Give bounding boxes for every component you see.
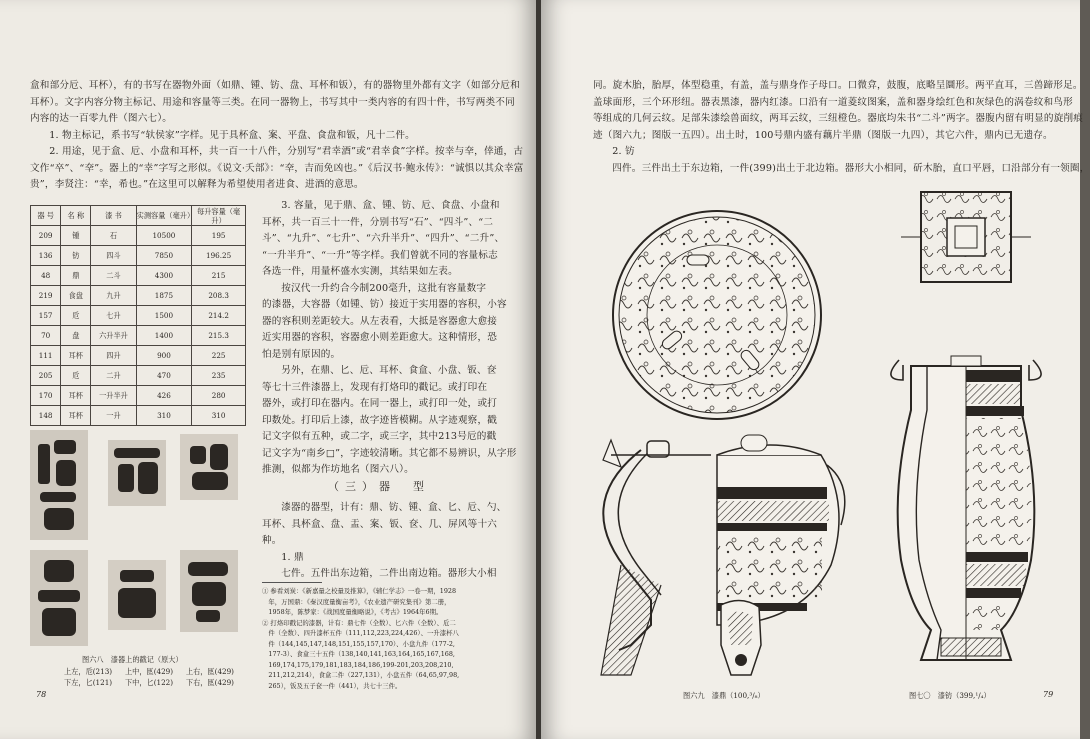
seal-rubbing (108, 560, 166, 630)
table-row (31, 346, 246, 366)
table-row (31, 246, 246, 266)
paragraph: 各选一件，用量杯盛水实测，其结果如左表。 (262, 266, 458, 277)
left-page (0, 0, 536, 739)
table-row (31, 286, 246, 306)
table-cell: 310 (192, 406, 246, 426)
footnote-line: 211,212,214），食盒二件（227,131），小盘五件（64,65,97,98, (262, 671, 460, 679)
paragraph: 同。旋木胎，胎厚，体型稳重，有盖，盖与鼎身作子母口。口微弇，鼓腹，底略呈圜形。两平直耳，三兽蹄形足。 (593, 80, 1083, 91)
paragraph: 的漆器，大容器（如锺、钫）接近于实用器的容积，小容 (262, 299, 507, 310)
paragraph: 近实用器的容积，容器愈小则差距愈大。这种情形，恐 (262, 332, 498, 343)
seal-rubbing (180, 434, 238, 500)
footnotes (262, 586, 462, 691)
footnote-line: 265），钣及五子奁一件（441），共七十三件。 (262, 681, 402, 690)
section-heading: （三）器 型 (328, 480, 430, 493)
table-cell: 280 (192, 386, 246, 406)
paragraph: 印数处。打印后上漆，故字迹皆模糊。从字迹观察，戳 (262, 414, 498, 426)
column-header: 实测容量（毫升） (136, 206, 192, 226)
right-page (541, 0, 1090, 739)
table-cell: 一升 (91, 406, 136, 426)
table-cell: 900 (136, 346, 192, 366)
paragraph: 耳杯，共一百三十一件，分别书写“石”、“四斗”、“二 (262, 216, 494, 228)
table-cell: 耳杯 (61, 406, 91, 426)
paragraph: 2. 用途，见于盒、卮、小盘和耳杯，共一百一十八件，分别写“君幸酒”或“君幸食”字样。按幸与㚔，倖通，古 (49, 146, 524, 157)
table-cell: 196.25 (192, 246, 246, 266)
footnote-line: ② 打烙印戳记的漆器，计有：鼎七件（全数）、匕六件（全数）、卮二 (262, 618, 456, 627)
table-cell: 208.3 (192, 286, 246, 306)
footnote-line: 177-3）、食盒三十五件（138,140,141,163,164,165,167,168, (262, 650, 455, 658)
paragraph: 盒和部分卮、耳杯），有的书写在器物外面（如鼎、锺、钫、盘、耳杯和钣），有的器物里外都有文字（如部分卮和 (30, 80, 520, 91)
table-cell: 二升 (91, 366, 136, 386)
footnote-line: ① 参看刘炭：《新嘉量之校量及推算》，《辅仁学志》一卷一期，1928 (262, 587, 457, 595)
label-row (64, 677, 234, 688)
paragraph: 种。 (262, 535, 282, 546)
subheading: 2. 钫 (612, 146, 635, 157)
table-cell: 136 (31, 246, 61, 266)
paragraph: 迹（图六九；图版一五四）。出土时，100号鼎内盛有藕片半鼎（图版一九四），其它六件，鼎内已无遗存。 (593, 129, 1053, 141)
paragraph: 等组成的几何云纹。足部朱漆绘兽面纹，两耳云纹，三纽橙色。器底均朱书“二斗”两字。器腹内留有明显的旋削痕 (593, 113, 1084, 124)
paragraph: 3. 容量，见于鼎、盒、锺、钫、卮、食盘、小盘和 (281, 200, 500, 211)
left-top-text (30, 78, 524, 194)
seal-label: 下中，匕(122) (124, 678, 174, 687)
seal-labels (64, 666, 234, 688)
right-top-text (593, 78, 1090, 177)
paragraph: 推测，似都为作坊地名（图六八）。 (262, 464, 414, 475)
paragraph: 文作“卒”、“㚔”。器上的“幸”字写之形似。《说文·夭部》：“㚔，吉而免凶也。”《后汉书·鲍永传》：“诚惧以其众幸富 (30, 162, 524, 174)
column-header: 器 号 (31, 206, 61, 226)
table-cell: 470 (136, 366, 192, 386)
table-cell: 耳杯 (61, 346, 91, 366)
paragraph: 耳杯）。文字内容分物主标记、用途和容量等三类。在同一器物上，书写其中一类内容的有四十件，书写两类不同 (30, 96, 515, 108)
footnote-line: 169,174,175,179,181,183,184,186,199-201,203,208,210, (262, 660, 454, 669)
paragraph: 记文字似有五种，或二字，或三字，其中213号卮的戳 (262, 431, 497, 442)
table-cell: 195 (192, 226, 246, 246)
table-cell: 二斗 (91, 266, 136, 286)
paragraph: 贵”，李贤注：“幸，希也。”在这里可以解释为希望使用者进食、进酒的意思。 (30, 179, 364, 190)
paragraph: 1. 物主标记，系书写“轪侯家”字样。见于具杯盒、案、平盘、食盘和钣，凡十二件。 (49, 129, 415, 141)
column-header: 名 称 (61, 206, 91, 226)
table-cell: 一升半升 (91, 386, 136, 406)
table-cell: 10500 (136, 226, 192, 246)
figure-caption: 图六九 漆鼎（100,³/₈） (683, 691, 765, 700)
table-cell: 盘 (61, 326, 91, 346)
paragraph: 四件。三件出土于东边箱，一件(399)出土于北边箱。器形大小相同，斫木胎，直口平唇，口沿部分有一领圈， (612, 162, 1090, 174)
table-cell: 鼎 (61, 266, 91, 286)
figure-caption: 图七〇 漆钫（399,¹/₄） (909, 691, 991, 700)
table-row (31, 386, 246, 406)
table-cell: 食盘 (61, 286, 91, 306)
table-cell: 111 (31, 346, 61, 366)
seal-rubbings-figure (30, 430, 250, 650)
seal-rubbing (108, 440, 166, 506)
table-cell: 六升半升 (91, 326, 136, 346)
table-row (31, 326, 246, 346)
table-cell: 148 (31, 406, 61, 426)
paragraph: 等七十三件漆器上，发现有打烙印的戳记。或打印在 (262, 381, 488, 393)
table-cell: 1875 (136, 286, 192, 306)
table-cell: 七升 (91, 306, 136, 326)
table-cell: 九升 (91, 286, 136, 306)
seal-rubbing (180, 550, 238, 632)
table-cell: 170 (31, 386, 61, 406)
capacity-table (30, 205, 246, 426)
table-cell: 卮 (61, 366, 91, 386)
table-row (31, 226, 246, 246)
table-cell: 209 (31, 226, 61, 246)
table-cell: 70 (31, 326, 61, 346)
lacquer-ding-drawing (591, 205, 891, 685)
paragraph: 耳杯、具杯盒、盘、盂、案、钣、奁、几、屏风等十六 (262, 518, 498, 530)
table-cell: 7850 (136, 246, 192, 266)
seal-label: 上右，匜(429) (185, 667, 234, 676)
table-row (31, 406, 246, 426)
subheading: 1. 鼎 (281, 551, 304, 563)
table-cell: 157 (31, 306, 61, 326)
paragraph: 怕是别有原因的。 (262, 348, 341, 360)
paragraph: 七件。五件出东边箱，二件出南边箱。器形大小相 (281, 568, 497, 579)
seal-label: 下左，匕(121) (64, 678, 113, 687)
paragraph: “一升半升”、“一升”等字样。我们曾就不同的容量标志 (262, 249, 498, 261)
seal-label: 上左，卮(213) (64, 667, 113, 676)
table-cell: 426 (136, 386, 192, 406)
right-column-text (262, 198, 517, 479)
table-cell: 215.3 (192, 326, 246, 346)
table-cell: 205 (31, 366, 61, 386)
table-row (31, 266, 246, 286)
label-row (64, 666, 234, 677)
table-cell: 卮 (61, 306, 91, 326)
table-cell: 四升 (91, 346, 136, 366)
table-cell: 钫 (61, 246, 91, 266)
table-cell: 215 (192, 266, 246, 286)
table-cell: 耳杯 (61, 386, 91, 406)
table-cell: 锺 (61, 226, 91, 246)
table-cell: 235 (192, 366, 246, 386)
footnote-line: 件（144,145,147,148,151,155,157,170）、小盘九件（177-2, (262, 639, 455, 648)
page-number: 78 (36, 690, 47, 699)
seal-rubbing (30, 430, 88, 540)
footnote-rule (262, 582, 322, 583)
figure-caption: 图六八 漆器上的戳记（原大） (82, 655, 183, 664)
table-row (31, 366, 246, 386)
table-cell: 4300 (136, 266, 192, 286)
seal-label: 下右，匜(429) (185, 678, 234, 687)
section-text (262, 500, 507, 583)
table-row (31, 306, 246, 326)
paragraph: 另外，在鼎、匕、卮、耳杯、食盒、小盘、钣、奁 (281, 365, 497, 376)
table-cell: 四斗 (91, 246, 136, 266)
paragraph: 斗”、“九升”、“七升”、“六升半升”、“四升”、“二升”、 (262, 233, 505, 244)
page-number: 79 (1043, 690, 1054, 699)
footnote-line: 件（全数）、四升漆杯五件（111,112,223,224,426）、一升漆杯八 (262, 629, 459, 637)
table-cell: 1400 (136, 326, 192, 346)
column-header: 每升容量（毫升） (192, 206, 246, 226)
seal-label: 上中，匜(429) (124, 667, 174, 676)
table-cell: 48 (31, 266, 61, 286)
table-cell: 石 (91, 226, 136, 246)
table-cell: 1500 (136, 306, 192, 326)
footnote-line: 1958年，陈梦家：《战国度量衡略说》，《考古》1964年6期。 (262, 608, 443, 616)
table-cell: 219 (31, 286, 61, 306)
table-body (31, 226, 246, 426)
table-cell: 214.2 (192, 306, 246, 326)
paragraph: 器的容积则差距较大。从左表看，大抵是容器愈大愈接 (262, 315, 498, 327)
column-header: 漆 书 (91, 206, 136, 226)
paragraph: 盖球面形，三个环形纽。器表黑漆，器内红漆。口沿有一道菱纹图案，盖和器身绘红色和灰绿色的涡卷纹和鸟形 (593, 96, 1073, 108)
paragraph: 器外，或打印在器内。在同一器上，或打印一处，或打 (262, 398, 498, 409)
seal-rubbing (30, 550, 88, 646)
table-cell: 225 (192, 346, 246, 366)
paragraph: 漆器的器型，计有：鼎、钫、锺、盒、匕、卮、勺、 (281, 502, 507, 513)
footnote-line: 年，万国鼎：《秦汉度量衡亩考》，《农业遗产研究集刊》第二册， (262, 597, 451, 606)
table-header-row (31, 206, 246, 226)
paragraph: 记文字为“南乡□”，字迹较清晰。其它都不易辨识，从字形 (262, 447, 517, 459)
table-cell: 310 (136, 406, 192, 426)
paragraph: 按汉代一升约合今制200毫升，这批有容量数字 (281, 282, 487, 294)
lacquer-fang-drawing (881, 190, 1041, 690)
paragraph: 内容的达一百零九件（图六七）。 (30, 113, 173, 124)
